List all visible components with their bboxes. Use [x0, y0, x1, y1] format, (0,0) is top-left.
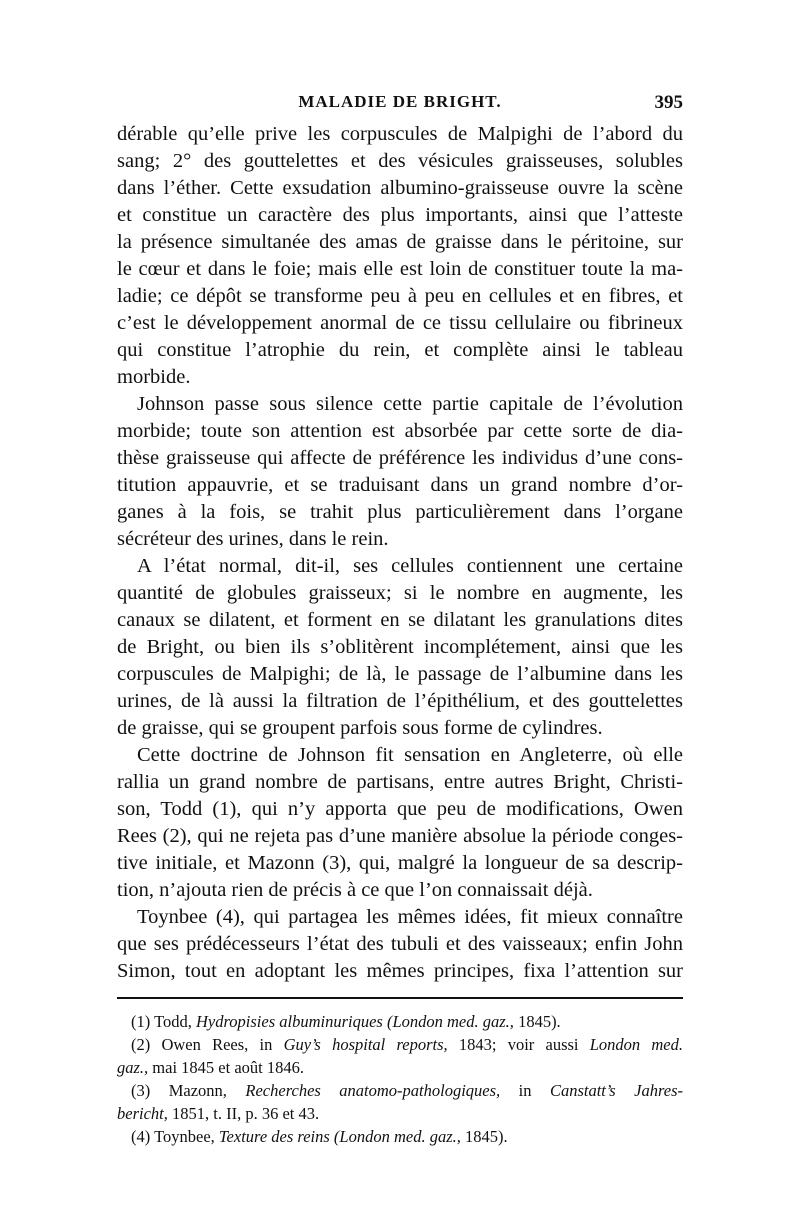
footnote-text: (1) Todd,	[131, 1012, 196, 1031]
footnote-text: mai 1845 et août 1846.	[148, 1058, 304, 1077]
text-line: ganes à la fois, se trahit plus particulièrement dans l’organe	[117, 501, 683, 523]
text-line: Cette doctrine de Johnson fit sensation en Angleterre, où elle	[137, 744, 683, 766]
text-line: dans l’éther. Cette exsudation albumino-graisseuse ouvre la scène	[117, 177, 683, 199]
footnote-italic: Guy’s hospital reports,	[283, 1035, 448, 1054]
footnote-text: 1843; voir aussi	[447, 1035, 590, 1054]
text-line: tive initiale, et Mazonn (3), qui, malgré la longueur de sa descrip-	[117, 852, 683, 874]
text-line: sang; 2° des gouttelettes et des vésicules graisseuses, solubles	[117, 150, 683, 172]
footnote-text: 1845).	[460, 1127, 508, 1146]
footnote-text: (4) Toynbee,	[131, 1127, 219, 1146]
text-line: Simon, tout en adoptant les mêmes principes, fixa l’attention sur	[117, 960, 683, 982]
footnote-text: (2) Owen Rees, in	[131, 1035, 284, 1054]
footnote-italic: Recherches anatomo-pathologiques,	[245, 1081, 501, 1100]
footnote-2	[117, 1033, 683, 1056]
text-line: rallia un grand nombre de partisans, entre autres Bright, Christi-	[117, 771, 683, 793]
footnote-1	[117, 1010, 683, 1033]
text-line: qui constitue l’atrophie du rein, et complète ainsi le tableau	[117, 339, 683, 361]
text-line: titution appauvrie, et se traduisant dans un grand nombre d’or-	[117, 474, 683, 496]
text-line: corpuscules de Malpighi; de là, le passage de l’albumine dans les	[117, 663, 683, 685]
footnote-italic: London med.	[589, 1035, 683, 1054]
text-line: dérable qu’elle prive les corpuscules de Malpighi de l’abord du	[117, 123, 683, 145]
text-line: et constitue un caractère des plus importants, ainsi que l’atteste	[117, 204, 683, 226]
text-line: canaux se dilatent, et forment en se dilatant les granulations dites	[117, 609, 683, 631]
text-line: Rees (2), qui ne rejeta pas d’une manière absolue la période conges-	[117, 825, 683, 847]
text-line: sécréteur des urines, dans le rein.	[117, 528, 389, 550]
text-line: c’est le développement anormal de ce tissu cellulaire ou fibrineux	[117, 312, 683, 334]
text-line: thèse graisseuse qui affecte de préférence les individus d’une cons-	[117, 447, 683, 469]
footnote-text: (3) Mazonn,	[131, 1081, 246, 1100]
footnote-italic: bericht,	[117, 1104, 168, 1123]
text-line: la présence simultanée des amas de graisse dans le péritoine, sur	[117, 231, 683, 253]
page-number: 395	[654, 92, 683, 113]
footnote-text: 1845).	[513, 1012, 561, 1031]
footnote-2-continued	[117, 1056, 683, 1079]
text-line: morbide.	[117, 366, 191, 388]
text-line: Johnson passe sous silence cette partie capitale de l’évolution	[137, 393, 683, 415]
text-line: de graisse, qui se groupent parfois sous forme de cylindres.	[117, 717, 603, 739]
text-line: morbide; toute son attention est absorbée par cette sorte de dia-	[117, 420, 683, 442]
page-header	[117, 92, 683, 120]
text-line: ladie; ce dépôt se transforme peu à peu en cellules et en fibres, et	[117, 285, 683, 307]
footnote-italic: Texture des reins (London med. gaz.,	[218, 1127, 461, 1146]
text-line: Toynbee (4), qui partagea les mêmes idées, fit mieux connaître	[137, 906, 683, 928]
footnote-4	[117, 1125, 683, 1148]
footnote-3	[117, 1079, 683, 1102]
body-text	[117, 121, 683, 985]
text-line: tion, n’ajouta rien de précis à ce que l’on connaissait déjà.	[117, 879, 593, 901]
text-line: le cœur et dans le foie; mais elle est loin de constituer toute la ma-	[117, 258, 683, 280]
footnote-3-continued	[117, 1102, 683, 1125]
text-line: urines, de là aussi la filtration de l’épithélium, et des gouttelettes	[117, 690, 683, 712]
text-line: que ses prédécesseurs l’état des tubuli et des vaisseaux; enfin John	[117, 933, 683, 955]
footnote-italic: Hydropisies albuminuriques (London med. gaz.,	[196, 1012, 514, 1031]
text-line: son, Todd (1), qui n’y apporta que peu de modifications, Owen	[117, 798, 683, 820]
footnote-divider	[117, 997, 683, 999]
footnotes	[117, 1010, 683, 1148]
footnote-italic: gaz.,	[117, 1058, 149, 1077]
text-line: A l’état normal, dit-il, ses cellules contiennent une certaine	[137, 555, 683, 577]
footnote-italic: Canstatt’s Jahres-	[549, 1081, 683, 1100]
text-line: de Bright, ou bien ils s’oblitèrent incomplétement, ainsi que les	[117, 636, 683, 658]
footnote-text: 1851, t. II, p. 36 et 43.	[167, 1104, 320, 1123]
running-title: MALADIE DE BRIGHT.	[298, 92, 502, 111]
footnote-text: in	[500, 1081, 550, 1100]
text-line: quantité de globules graisseux; si le nombre en augmente, les	[117, 582, 683, 604]
